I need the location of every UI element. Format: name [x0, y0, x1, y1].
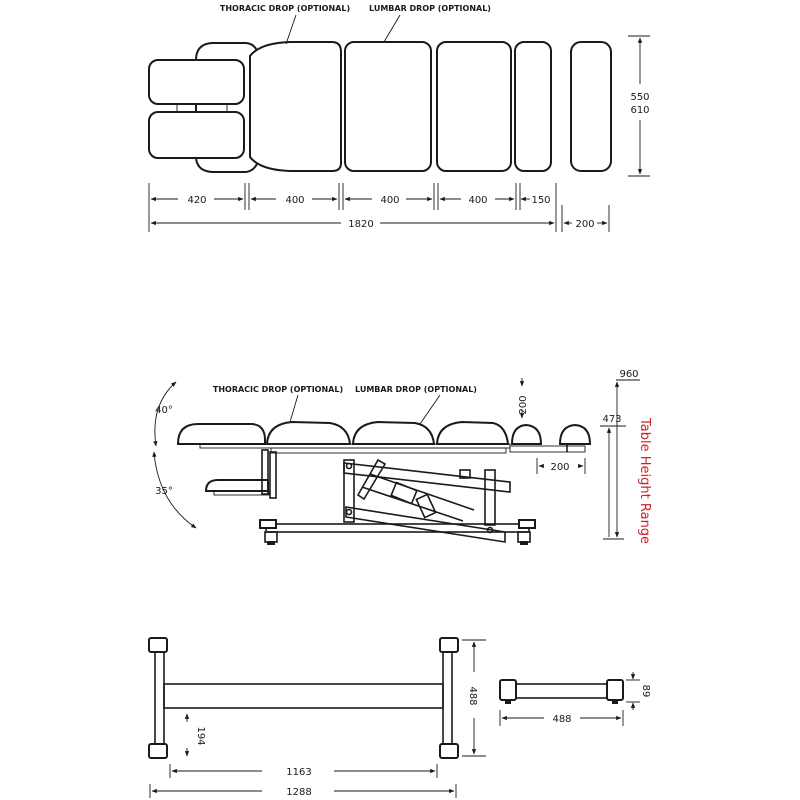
arm-rest [206, 480, 268, 491]
dim-base-height: 488 [467, 686, 478, 706]
top-thoracic-label: THORACIC DROP (OPTIONAL) [219, 4, 351, 13]
side-lumbar-label: LUMBAR DROP (OPTIONAL) [355, 385, 477, 394]
top-lumbar-label: LUMBAR DROP (OPTIONAL) [369, 4, 491, 13]
top-view [149, 4, 650, 232]
side-head-pad [178, 424, 265, 444]
side-thoracic-pad [267, 422, 350, 444]
height-range-label: Table Height Range [637, 418, 652, 545]
dim-total-length: 1820 [348, 219, 374, 230]
dim-foot-height: 194 [195, 726, 206, 746]
side-thoracic-label: THORACIC DROP (OPTIONAL) [212, 385, 344, 394]
side-pelvic-pad [437, 422, 508, 444]
angle-up: 40° [155, 405, 173, 416]
dim-width-b: 610 [630, 105, 650, 116]
side-lumbar-pad [353, 422, 434, 444]
dim-extension-length: 200 [575, 219, 595, 230]
dim-inner-length: 1163 [286, 767, 312, 778]
dim-extension: 200 [550, 462, 570, 473]
dim-width-a: 550 [630, 92, 650, 103]
base-view [149, 638, 486, 798]
dim-max-height: 960 [619, 369, 639, 380]
foot-pad [571, 42, 611, 171]
dim-head-length: 420 [187, 195, 207, 206]
pelvic-section [437, 42, 511, 171]
dim-section1-length: 400 [285, 195, 305, 206]
angle-down: 35° [155, 486, 173, 497]
dim-section2-length: 400 [380, 195, 400, 206]
side-leg-pad [512, 425, 541, 444]
thoracic-section [250, 42, 341, 171]
end-view [500, 672, 651, 726]
dim-outer-length: 1288 [286, 787, 312, 798]
lumbar-section [345, 42, 431, 171]
side-foot-pad [560, 425, 590, 444]
dim-leg-pad-length: 150 [531, 195, 551, 206]
dim-end-width: 488 [552, 714, 572, 725]
side-view [154, 369, 652, 545]
dim-raise: 200 [518, 395, 529, 415]
headrest [149, 43, 259, 172]
dim-section3-length: 400 [468, 195, 488, 206]
dim-end-height: 89 [640, 684, 651, 698]
leg-section [515, 42, 551, 171]
dim-min-height: 473 [602, 414, 622, 425]
